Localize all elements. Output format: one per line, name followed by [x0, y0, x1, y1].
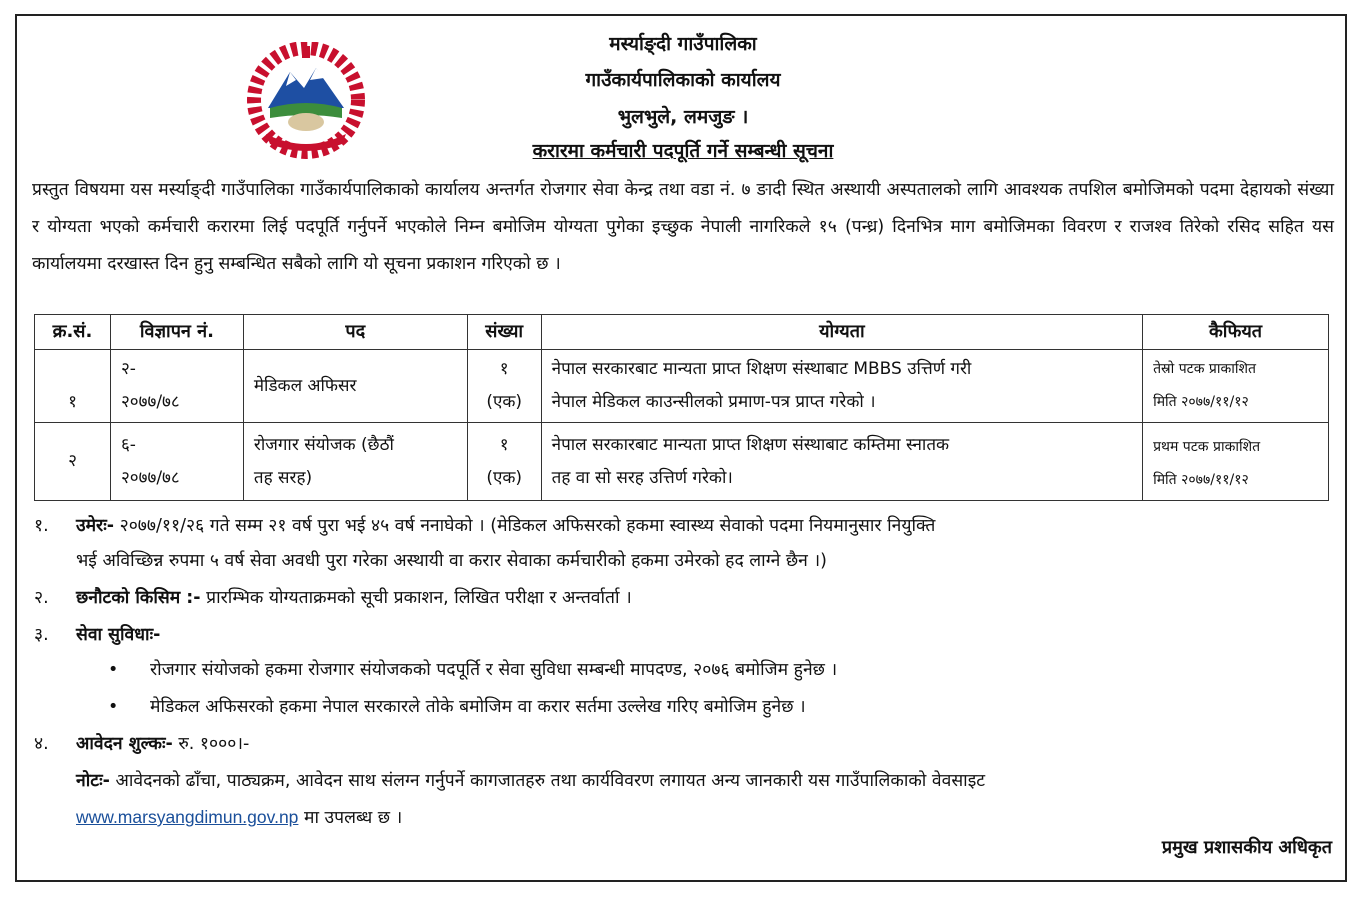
section-label: आवेदन शुल्कः-: [76, 734, 173, 754]
row-remarks: [1143, 423, 1329, 501]
row-qualification: [541, 423, 1142, 501]
section-fee: [34, 726, 1334, 762]
remark-date: मिति २०७७/११/१२: [1153, 472, 1249, 488]
qualification-line: नेपाल मेडिकल काउन्सीलको प्रमाण-पत्र प्राप्त गरेको ।: [551, 392, 876, 412]
count-number: १: [499, 359, 509, 379]
section-label: उमेरः-: [76, 516, 115, 536]
office-address: भुलभुले, लमजुङ ।: [617, 106, 749, 128]
facility-bullet: • मेडिकल अफिसरको हकमा नेपाल सरकारले तोके बमोजिम वा करार सर्तमा उल्लेख गरिए बमोजिम हुनेछ ।: [118, 689, 806, 725]
section-age: [34, 508, 1334, 544]
table-row: [35, 423, 1329, 501]
col-header-qualification: योग्यता: [541, 315, 1142, 350]
post-line: रोजगार संयोजक (छैठौं: [253, 434, 394, 455]
section-facility: [34, 617, 1334, 653]
col-header-count: संख्या: [467, 315, 541, 350]
col-header-ad-no: विज्ञापन नं.: [110, 315, 243, 350]
row-post: मेडिकल अफिसर: [243, 350, 467, 423]
office-name: गाउँकार्यपालिकाको कार्यालय: [585, 69, 781, 91]
section-label: छनौटको किसिम :-: [76, 588, 201, 608]
ad-no-prefix: २-: [120, 359, 136, 379]
remark-line: प्रथम पटक प्राकाशित: [1153, 439, 1261, 455]
intro-paragraph: प्रस्तुत विषयमा यस मर्स्याङ्दी गाउँपालिका गाउँकार्यपालिकाको कार्यालय अन्तर्गत रोजगार सेवा केन्द्र तथा वडा नं. ७ ङादी स्थित अस्थायी अस्पतालको लागि आवश्यक तपशिल बमोजिमको पदमा देहायको संख्या र योग्यता भएको कर्मचारी करारमा लिई पदपूर्ति गर्नुपर्ने भएकोले निम्न बमोजिम योग्यता पुगेका इच्छुक नेपाली नागरिकले १५ (पन्ध्र) दिनभित्र माग बमोजिमका विवरण र राजश्व तिरेको रसिद सहित यस कार्यालयमा दरखास्त दिन हुनु सम्बन्धित सबैको लागि यो सूचना प्रकाशन गरिएको छ ।: [32, 180, 1334, 274]
col-header-remarks: कैफियत: [1143, 315, 1329, 350]
section-number: १.: [34, 516, 49, 536]
section-number: २.: [34, 588, 49, 608]
qualification-line: नेपाल सरकारबाट मान्यता प्राप्त शिक्षण संस्थाबाट कम्तिमा स्नातक: [551, 434, 950, 455]
note-label: नोटः-: [76, 771, 110, 791]
section-number: ४.: [34, 734, 49, 754]
section-selection: [34, 580, 1334, 616]
row-count: [467, 423, 541, 501]
row-remarks: [1143, 350, 1329, 423]
selection-text: प्रारम्भिक योग्यताक्रमको सूची प्रकाशन, लिखित परीक्षा र अन्तर्वार्ता ।: [206, 588, 632, 608]
municipality-name: मर्स्याङ्दी गाउँपालिका: [609, 33, 757, 55]
table-row: [35, 350, 1329, 423]
age-text-continued: भई अविच्छिन्न रुपमा ५ वर्ष सेवा अवधी पुरा गरेका अस्थायी वा करार सेवाका कर्मचारीको हकमा उमेरको हद लाग्ने छैन ।): [76, 551, 827, 571]
row-post: [243, 423, 467, 501]
ad-no-year: २०७७/७८: [120, 392, 180, 412]
note-continued: [34, 799, 1334, 836]
age-text: २०७७/११/२६ गते सम्म २१ वर्ष पुरा भई ४५ वर्ष ननाघेको । (मेडिकल अफिसरको हकमा स्वास्थ्य सेवाको पदमा नियमानुसार नियुक्ति: [119, 516, 936, 536]
count-words: (एक): [486, 392, 523, 412]
note: [34, 763, 1334, 799]
row-qualification: [541, 350, 1142, 423]
row-ad-no: [110, 350, 243, 423]
note-text-after: मा उपलब्ध छ ।: [304, 808, 403, 828]
count-number: १: [499, 434, 509, 455]
remark-date: मिति २०७७/११/१२: [1153, 394, 1249, 410]
section-number: ३.: [34, 625, 49, 645]
row-ad-no: [110, 423, 243, 501]
post-line: तह सरह): [253, 467, 313, 488]
remark-line: तेस्रो पटक प्राकाशित: [1153, 361, 1257, 377]
qualification-line: नेपाल सरकारबाट मान्यता प्राप्त शिक्षण संस्थाबाट MBBS उत्तिर्ण गरी: [551, 359, 972, 379]
count-words: (एक): [486, 467, 523, 488]
table-header-row: [35, 315, 1329, 350]
note-text: आवेदनको ढाँचा, पाठ्यक्रम, आवेदन साथ संलग्न गर्नुपर्ने कागजातहरु तथा कार्यविवरण लगायत अन्य जानकारी यस गाउँपालिकाको वेवसाइट: [115, 771, 986, 791]
col-header-post: पद: [243, 315, 467, 350]
website-link[interactable]: www.marsyangdimun.gov.np: [76, 807, 299, 827]
row-count: [467, 350, 541, 423]
section-label: सेवा सुविधाः-: [76, 625, 161, 645]
row-sn: १: [35, 350, 111, 423]
fee-text: रु. १०००।-: [178, 734, 250, 754]
qualification-line: तह वा सो सरह उत्तिर्ण गरेको।: [551, 467, 733, 488]
col-header-sn: क्र.सं.: [35, 315, 111, 350]
signature-title: प्रमुख प्रशासकीय अधिकृत: [1161, 837, 1332, 858]
vacancy-table: [34, 314, 1329, 501]
ad-no-year: २०७७/७८: [120, 467, 180, 488]
row-sn: २: [35, 423, 111, 501]
notice-title: करारमा कर्मचारी पदपूर्ति गर्ने सम्बन्धी सूचना: [532, 140, 834, 162]
ad-no-prefix: ६-: [120, 434, 136, 455]
facility-bullet: • रोजगार संयोजको हकमा रोजगार संयोजकको पदपूर्ति र सेवा सुविधा सम्बन्धी मापदण्ड, २०७६ बमोजिम हुनेछ ।: [118, 652, 837, 688]
